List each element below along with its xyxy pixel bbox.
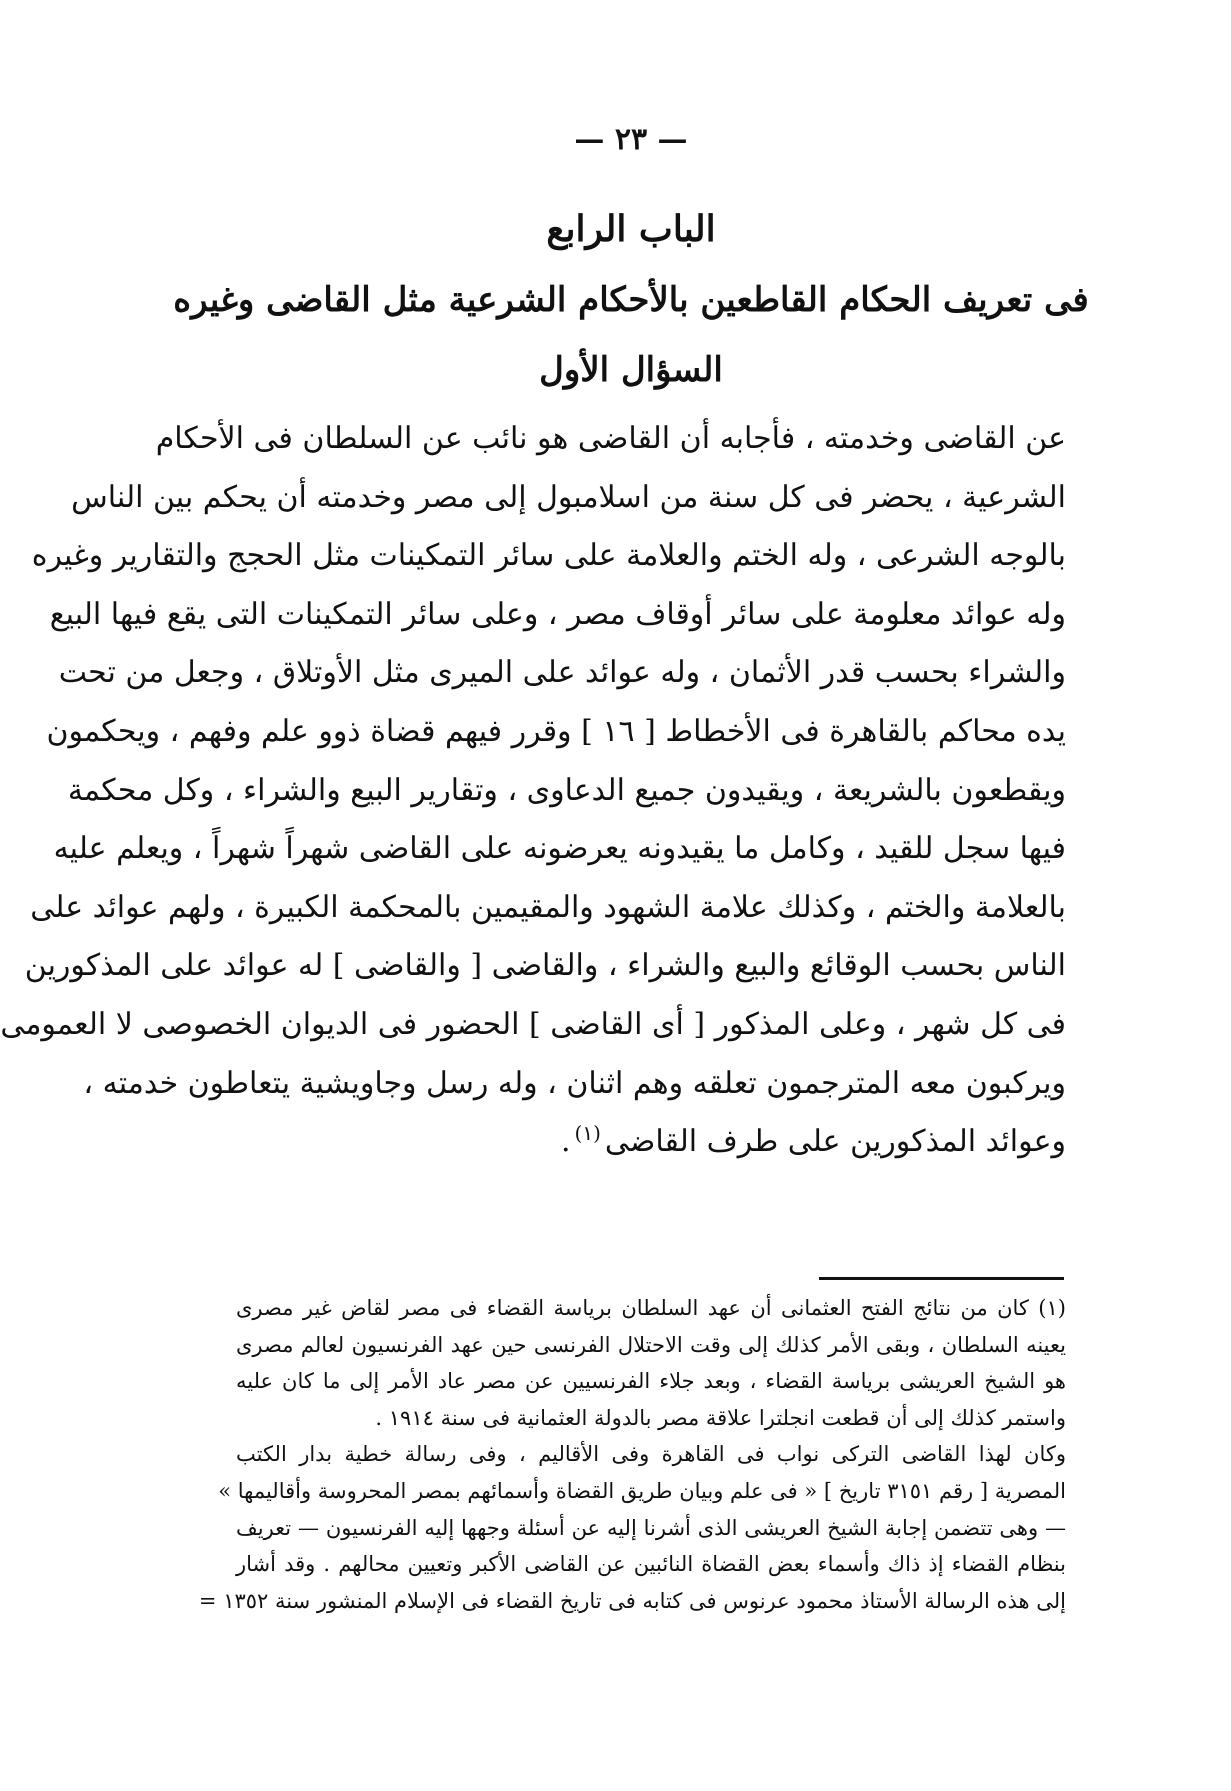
footnote-line: (١) كان من نتائج الفتح العثمانى أن عهد السلطان برياسة القضاء فى مصر لقاض غير مصرى: [236, 1296, 1066, 1320]
footnote-line: وكان لهذا القاضى التركى نواب فى القاهرة وفى الأقاليم ، وفى رسالة خطية بدار الكتب: [236, 1442, 1066, 1467]
body-line: فى كل شهر ، وعلى المذكور [ أى القاضى ] الحضور فى الديوان الخصوصى لا العمومى: [0, 1006, 1066, 1042]
body-line: ويركبون معه المترجمون تعلقه وهم اثنان ، وله رسل وجاويشية يتعاطون خدمته ،: [83, 1065, 1066, 1101]
body-text: [0, 410, 1066, 1172]
body-line: بالعلامة والختم ، وكذلك علامة الشهود والمقيمين بالمحكمة الكبيرة ، ولهم عوائد على: [30, 889, 1066, 925]
page-number: — ٢٣ —: [574, 122, 688, 157]
footnote-line: بنظام القضاء إذ ذاك وأسماء بعض القضاة النائبين عن القاضى الأكبر وتعيين محالهم . وقد أشار: [236, 1552, 1066, 1577]
footnote-line: إلى هذه الرسالة الأستاذ محمود عرنوس فى كتابه فى تاريخ القضاء فى الإسلام المنشور سنة ١٣٥٢ =: [198, 1588, 1066, 1613]
body-line: الشرعية ، يحضر فى كل سنة من اسلامبول إلى مصر وخدمته أن يحكم بين الناس: [71, 479, 1066, 515]
body-line: والشراء بحسب قدر الأثمان ، وله عوائد على الميرى مثل الأوتلاق ، وجعل من تحت: [58, 655, 1066, 691]
footnote-line: يعينه السلطان ، وبقى الأمر كذلك إلى وقت الاحتلال الفرنسى حين عهد الفرنسيون لعالم مصرى: [236, 1332, 1066, 1357]
body-end-mark: .: [560, 1124, 571, 1160]
footnote-divider: [819, 1277, 1064, 1280]
chapter-title: الباب الرابع: [546, 208, 716, 250]
footnotes: [198, 1290, 1066, 1619]
body-line: عن القاضى وخدمته ، فأجابه أن القاضى هو نائب عن السلطان فى الأحكام: [155, 421, 1066, 456]
body-last-line: [236, 1113, 1066, 1172]
footnote-marker: (١): [574, 1121, 601, 1146]
footnote-line: المصرية [ رقم ٣١٥١ تاريخ ] « فى علم وبيان طريق القضاة وأسمائهم بمصر المحروسة وأقاليمها »: [218, 1478, 1066, 1503]
body-last-line-text: وعوائد المذكورين على طرف القاضى: [604, 1124, 1066, 1160]
footnote-line: هو الشيخ العريشى برياسة القضاء ، وبعد جلاء الفرنسيين عن مصر عاد الأمر إلى ما كان عليه: [236, 1369, 1066, 1394]
chapter-subtitle: فى تعريف الحكام القاطعين بالأحكام الشرعية مثل القاضى وغيره: [173, 280, 1089, 320]
question-title: السؤال الأول: [539, 350, 723, 390]
body-line: وله عوائد معلومة على سائر أوقاف مصر ، وعلى سائر التمكينات التى يقع فيها البيع: [49, 596, 1066, 632]
body-line: فيها سجل للقيد ، وكامل ما يقيدونه يعرضونه على القاضى شهراً شهراً ، ويعلم عليه: [53, 831, 1066, 867]
body-line: الناس بحسب الوقائع والبيع والشراء ، والقاضى [ والقاضى ] له عوائد على المذكورين: [24, 948, 1066, 984]
footnote-line: — وهى تتضمن إجابة الشيخ العريشى الذى أشرنا إليه عن أسئلة وجهها إليه الفرنسيون — تعريف: [236, 1515, 1066, 1540]
footnote-line: واستمر كذلك إلى أن قطعت انجلترا علاقة مصر بالدولة العثمانية فى سنة ١٩١٤ .: [375, 1405, 1066, 1430]
body-line: يده محاكم بالقاهرة فى الأخطاط [ ١٦ ] وقرر فيهم قضاة ذوو علم وفهم ، ويحكمون: [46, 713, 1066, 749]
body-line: ويقطعون بالشريعة ، ويقيدون جميع الدعاوى ، وتقارير البيع والشراء ، وكل محكمة: [67, 772, 1066, 808]
body-line: بالوجه الشرعى ، وله الختم والعلامة على سائر التمكينات مثل الحجج والتقارير وغيره: [31, 538, 1066, 574]
